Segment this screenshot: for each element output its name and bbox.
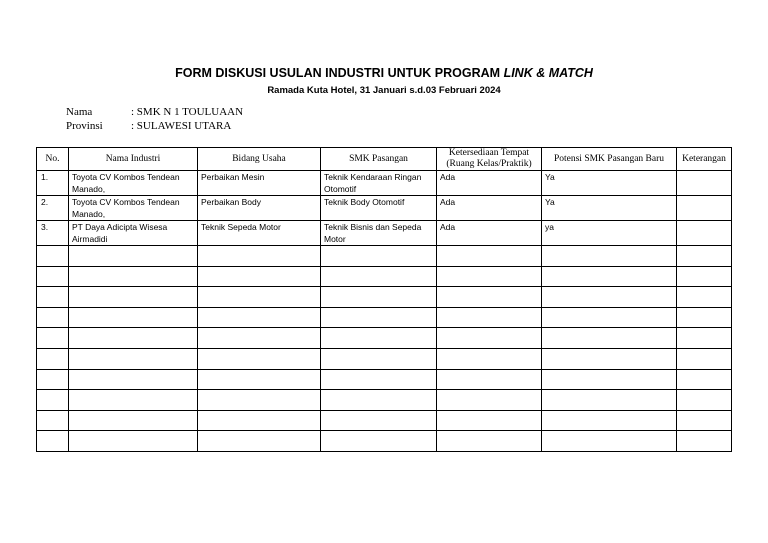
cell-keterangan — [677, 221, 732, 246]
cell-no — [37, 266, 69, 287]
table-row — [37, 369, 732, 390]
cell-no — [37, 348, 69, 369]
info-nama — [66, 106, 243, 118]
page-subtitle: Ramada Kuta Hotel, 31 Januari s.d.03 Februari 2024 — [267, 85, 501, 96]
header-potensi: Potensi SMK Pasangan Baru — [542, 148, 677, 171]
cell-smk-pasangan — [321, 431, 437, 452]
provinsi-value: : SULAWESI UTARA — [131, 120, 232, 132]
cell-nama-industri — [69, 287, 198, 308]
cell-no — [37, 369, 69, 390]
cell-keterangan — [677, 390, 732, 411]
cell-potensi — [542, 328, 677, 349]
cell-keterangan — [677, 410, 732, 431]
table-row — [37, 390, 732, 411]
cell-smk-pasangan — [321, 328, 437, 349]
cell-keterangan — [677, 171, 732, 196]
cell-ketersediaan — [437, 348, 542, 369]
cell-smk-pasangan: Teknik Body Otomotif — [321, 196, 437, 221]
table-row — [37, 196, 732, 221]
cell-bidang-usaha — [198, 369, 321, 390]
cell-smk-pasangan — [321, 266, 437, 287]
cell-smk-pasangan — [321, 369, 437, 390]
cell-smk-pasangan — [321, 390, 437, 411]
cell-bidang-usaha — [198, 307, 321, 328]
provinsi-label: Provinsi — [66, 120, 103, 132]
table-row — [37, 328, 732, 349]
table-row — [37, 266, 732, 287]
cell-nama-industri — [69, 369, 198, 390]
cell-smk-pasangan — [321, 348, 437, 369]
header-bidang-usaha: Bidang Usaha — [198, 148, 321, 171]
cell-smk-pasangan — [321, 287, 437, 308]
cell-ketersediaan — [437, 390, 542, 411]
cell-ketersediaan: Ada — [437, 221, 542, 246]
table-row — [37, 431, 732, 452]
cell-no: 2. — [37, 196, 69, 221]
cell-nama-industri: Toyota CV Kombos Tendean Manado, — [69, 196, 198, 221]
title-main: FORM DISKUSI USULAN INDUSTRI UNTUK PROGRAM — [175, 66, 504, 80]
table-row — [37, 348, 732, 369]
cell-nama-industri — [69, 348, 198, 369]
cell-potensi: Ya — [542, 171, 677, 196]
cell-ketersediaan — [437, 307, 542, 328]
cell-bidang-usaha — [198, 328, 321, 349]
table-row — [37, 307, 732, 328]
cell-keterangan — [677, 369, 732, 390]
usulan-table — [36, 147, 732, 452]
cell-nama-industri — [69, 410, 198, 431]
cell-potensi — [542, 348, 677, 369]
cell-no — [37, 390, 69, 411]
title-italic: LINK & MATCH — [503, 66, 593, 80]
cell-no — [37, 328, 69, 349]
cell-ketersediaan — [437, 328, 542, 349]
cell-bidang-usaha — [198, 390, 321, 411]
cell-smk-pasangan — [321, 410, 437, 431]
cell-bidang-usaha — [198, 266, 321, 287]
cell-nama-industri — [69, 431, 198, 452]
cell-nama-industri — [69, 328, 198, 349]
header-ketersediaan — [437, 148, 542, 171]
cell-potensi: ya — [542, 221, 677, 246]
info-provinsi — [66, 120, 231, 132]
cell-keterangan — [677, 246, 732, 267]
cell-ketersediaan — [437, 287, 542, 308]
cell-keterangan — [677, 348, 732, 369]
cell-bidang-usaha — [198, 348, 321, 369]
table-header-row — [37, 148, 732, 171]
cell-bidang-usaha: Perbaikan Body — [198, 196, 321, 221]
cell-keterangan — [677, 307, 732, 328]
table-row — [37, 410, 732, 431]
cell-no — [37, 307, 69, 328]
cell-bidang-usaha — [198, 431, 321, 452]
table-row — [37, 287, 732, 308]
cell-no — [37, 246, 69, 267]
cell-ketersediaan — [437, 246, 542, 267]
cell-potensi — [542, 287, 677, 308]
cell-bidang-usaha — [198, 287, 321, 308]
cell-potensi — [542, 410, 677, 431]
cell-nama-industri: Toyota CV Kombos Tendean Manado, — [69, 171, 198, 196]
header-smk-pasangan: SMK Pasangan — [321, 148, 437, 171]
cell-no — [37, 431, 69, 452]
cell-bidang-usaha: Teknik Sepeda Motor — [198, 221, 321, 246]
nama-value: : SMK N 1 TOULUAAN — [131, 106, 244, 118]
page-title — [0, 66, 768, 80]
cell-nama-industri — [69, 390, 198, 411]
cell-nama-industri — [69, 266, 198, 287]
table-row — [37, 246, 732, 267]
header-nama-industri: Nama Industri — [69, 148, 198, 171]
cell-potensi — [542, 246, 677, 267]
cell-ketersediaan: Ada — [437, 196, 542, 221]
cell-keterangan — [677, 431, 732, 452]
header-no: No. — [37, 148, 69, 171]
cell-smk-pasangan: Teknik Kendaraan Ringan Otomotif — [321, 171, 437, 196]
cell-no: 1. — [37, 171, 69, 196]
cell-keterangan — [677, 196, 732, 221]
cell-ketersediaan: Ada — [437, 171, 542, 196]
cell-no: 3. — [37, 221, 69, 246]
header-ketersediaan-line1: Ketersediaan Tempat — [448, 148, 530, 158]
cell-ketersediaan — [437, 266, 542, 287]
cell-no — [37, 287, 69, 308]
cell-no — [37, 410, 69, 431]
cell-bidang-usaha — [198, 410, 321, 431]
header-keterangan: Keterangan — [677, 148, 732, 171]
cell-keterangan — [677, 266, 732, 287]
table-row — [37, 221, 732, 246]
table-row — [37, 171, 732, 196]
cell-bidang-usaha: Perbaikan Mesin — [198, 171, 321, 196]
cell-nama-industri: PT Daya Adicipta Wisesa Airmadidi — [69, 221, 198, 246]
cell-smk-pasangan: Teknik Bisnis dan Sepeda Motor — [321, 221, 437, 246]
cell-smk-pasangan — [321, 246, 437, 267]
cell-keterangan — [677, 287, 732, 308]
cell-potensi — [542, 390, 677, 411]
cell-nama-industri — [69, 307, 198, 328]
cell-potensi — [542, 431, 677, 452]
cell-keterangan — [677, 328, 732, 349]
cell-potensi — [542, 307, 677, 328]
header-ketersediaan-line2: (Ruang Kelas/Praktik) — [446, 159, 532, 169]
cell-ketersediaan — [437, 369, 542, 390]
nama-label: Nama — [66, 106, 93, 118]
cell-potensi: Ya — [542, 196, 677, 221]
cell-nama-industri — [69, 246, 198, 267]
cell-potensi — [542, 266, 677, 287]
cell-ketersediaan — [437, 431, 542, 452]
cell-bidang-usaha — [198, 246, 321, 267]
cell-potensi — [542, 369, 677, 390]
cell-smk-pasangan — [321, 307, 437, 328]
cell-ketersediaan — [437, 410, 542, 431]
